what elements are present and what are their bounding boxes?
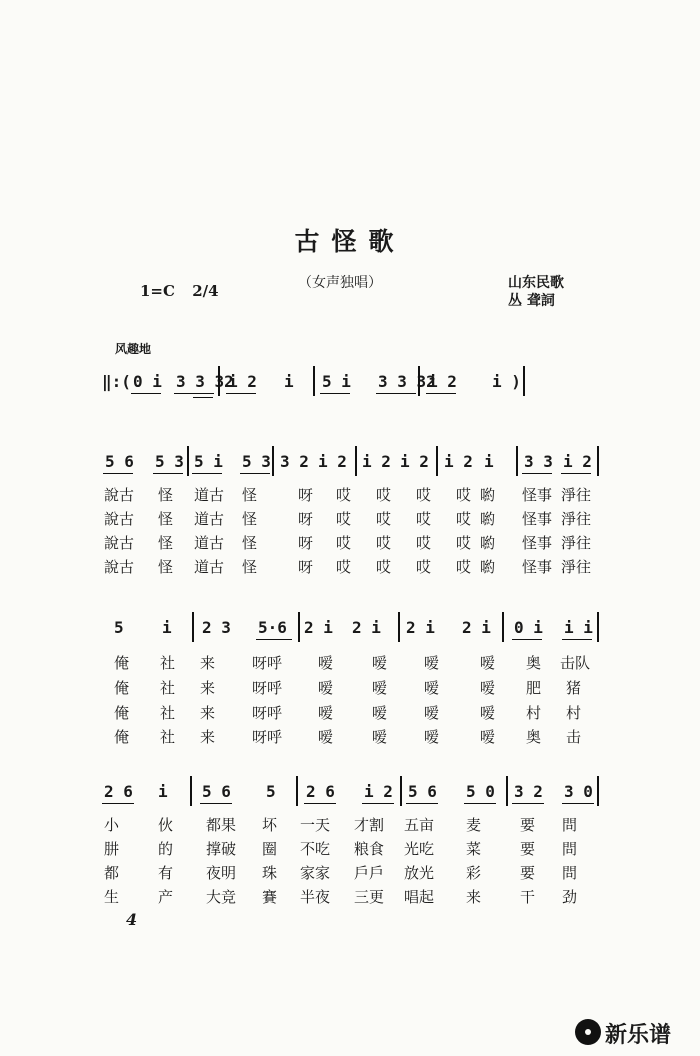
lyric: 哎 bbox=[376, 534, 392, 552]
lyric: 三更 bbox=[354, 888, 385, 906]
lyric: 哎 bbox=[456, 534, 472, 552]
lyric: 撑破 bbox=[206, 840, 237, 858]
beam bbox=[174, 393, 214, 394]
lyric: 肼 bbox=[104, 840, 120, 858]
lyric: 大竞 bbox=[206, 888, 237, 906]
lyric: 一天 bbox=[300, 816, 331, 834]
note: 5 6 bbox=[202, 782, 231, 801]
lyric: 戶戶 bbox=[354, 864, 385, 882]
lyric: 要 bbox=[520, 864, 536, 882]
lyric: 社 bbox=[160, 704, 176, 722]
lyric: 說古 bbox=[104, 486, 135, 504]
lyric: 道古 bbox=[194, 534, 225, 552]
lyric: 来 bbox=[466, 888, 482, 906]
beam bbox=[240, 473, 270, 474]
note: 5·6 bbox=[258, 618, 287, 637]
lyric: 嗳 bbox=[424, 704, 440, 722]
note: i 2 bbox=[318, 452, 347, 471]
lyric: 淨往 bbox=[561, 534, 592, 552]
note: i i bbox=[564, 618, 593, 637]
lyric: 村 bbox=[566, 704, 582, 722]
credit-lyricist: 丛 聋詞 bbox=[508, 293, 555, 309]
lyric: 夜明 bbox=[206, 864, 237, 882]
beam bbox=[464, 803, 496, 804]
lyric: 嗳 bbox=[318, 728, 334, 746]
lyric: 嗳 bbox=[372, 704, 388, 722]
lyric: 怪事 bbox=[522, 558, 553, 576]
beam bbox=[131, 393, 161, 394]
note: 2 6 bbox=[104, 782, 133, 801]
lyric: 呀呼 bbox=[252, 654, 283, 672]
lyric: 粮食 bbox=[354, 840, 385, 858]
lyric: 放光 bbox=[404, 864, 435, 882]
beam bbox=[376, 393, 416, 394]
lyric: 怪 bbox=[158, 510, 174, 528]
note: 3 0 bbox=[564, 782, 593, 801]
note: i 2 bbox=[364, 782, 393, 801]
beam bbox=[562, 803, 594, 804]
lyric: 有 bbox=[158, 864, 174, 882]
note: i 2 bbox=[362, 452, 391, 471]
barline bbox=[502, 612, 504, 642]
staff-system-2 bbox=[0, 606, 700, 646]
lyric: 嗳 bbox=[372, 654, 388, 672]
lyric: 击 bbox=[566, 728, 582, 746]
beam bbox=[192, 473, 222, 474]
lyric: 淨往 bbox=[561, 510, 592, 528]
lyric: 生 bbox=[104, 888, 120, 906]
beam bbox=[426, 393, 456, 394]
lyric: 哎 bbox=[456, 510, 472, 528]
lyric: 五亩 bbox=[404, 816, 435, 834]
note: i 2 bbox=[444, 452, 473, 471]
lyric: 俺 bbox=[114, 728, 130, 746]
lyric: 社 bbox=[160, 654, 176, 672]
barline bbox=[218, 366, 220, 396]
lyric: 哎 bbox=[456, 486, 472, 504]
note: 5 0 bbox=[466, 782, 495, 801]
page-number: 4 bbox=[126, 910, 138, 929]
lyric: 哎 bbox=[456, 558, 472, 576]
lyric: 賽 bbox=[262, 888, 278, 906]
beam bbox=[103, 473, 133, 474]
lyric: 嗳 bbox=[318, 704, 334, 722]
lyric: 奥 bbox=[526, 728, 542, 746]
barline bbox=[597, 612, 599, 642]
barline bbox=[506, 776, 508, 806]
lyric: 哎 bbox=[336, 510, 352, 528]
lyric: 嗳 bbox=[318, 654, 334, 672]
lyric: 怪 bbox=[242, 510, 258, 528]
note: i 2 bbox=[228, 372, 257, 391]
note: i 2 bbox=[563, 452, 592, 471]
note: i 2 bbox=[400, 452, 429, 471]
barline bbox=[436, 446, 438, 476]
lyric: 道古 bbox=[194, 510, 225, 528]
note: 2 i bbox=[462, 618, 491, 637]
staff-system-3 bbox=[0, 770, 700, 810]
lyric: 产 bbox=[158, 888, 174, 906]
note: i ) bbox=[492, 372, 521, 391]
lyric: 俺 bbox=[114, 654, 130, 672]
beam bbox=[512, 639, 542, 640]
lyric: 怪事 bbox=[522, 486, 553, 504]
note: i bbox=[284, 372, 294, 391]
note: i bbox=[484, 452, 494, 471]
lyric: 說古 bbox=[104, 558, 135, 576]
lyric: 問 bbox=[562, 816, 578, 834]
lyric: 都果 bbox=[206, 816, 237, 834]
lyric: 怪事 bbox=[522, 534, 553, 552]
lyric: 半夜 bbox=[300, 888, 331, 906]
lyric: 家家 bbox=[300, 864, 331, 882]
lyric: 来 bbox=[200, 704, 216, 722]
note: 2 3 bbox=[202, 618, 231, 637]
lyric: 淨往 bbox=[561, 486, 592, 504]
lyric: 呀 bbox=[298, 534, 314, 552]
lyric: 哎 bbox=[416, 510, 432, 528]
lyric: 怪 bbox=[242, 486, 258, 504]
barline bbox=[298, 612, 300, 642]
lyric: 哎 bbox=[336, 558, 352, 576]
lyric: 才割 bbox=[354, 816, 385, 834]
lyric: 怪 bbox=[242, 534, 258, 552]
lyric: 哎 bbox=[336, 534, 352, 552]
barline bbox=[313, 366, 315, 396]
note: 2 i bbox=[406, 618, 435, 637]
lyric: 哎 bbox=[376, 510, 392, 528]
lyric: 哎 bbox=[416, 534, 432, 552]
note: 3 2 bbox=[280, 452, 309, 471]
lyric: 坏 bbox=[262, 816, 278, 834]
beam bbox=[362, 803, 394, 804]
note: 5 i bbox=[322, 372, 351, 391]
beam bbox=[320, 393, 350, 394]
note: 3 3 32 bbox=[176, 372, 234, 391]
record-disc-icon bbox=[575, 1019, 601, 1045]
lyric: 珠 bbox=[262, 864, 278, 882]
lyric: 嗳 bbox=[424, 728, 440, 746]
lyric: 彩 bbox=[466, 864, 482, 882]
lyric: 怪 bbox=[158, 486, 174, 504]
barline bbox=[272, 446, 274, 476]
lyric: 奥 bbox=[526, 654, 542, 672]
lyric: 問 bbox=[562, 840, 578, 858]
note: 5 i bbox=[194, 452, 223, 471]
barline bbox=[516, 446, 518, 476]
lyric: 嗳 bbox=[424, 654, 440, 672]
barline bbox=[192, 612, 194, 642]
note: 2 6 bbox=[306, 782, 335, 801]
note: i bbox=[162, 618, 172, 637]
lyric: 来 bbox=[200, 654, 216, 672]
lyric: 嗳 bbox=[424, 679, 440, 697]
lyric: 喲 bbox=[480, 534, 496, 552]
lyric: 嗳 bbox=[480, 654, 496, 672]
lyric: 呀呼 bbox=[252, 704, 283, 722]
lyric: 呀呼 bbox=[252, 728, 283, 746]
lyric: 击队 bbox=[560, 654, 591, 672]
lyric: 喲 bbox=[480, 510, 496, 528]
lyric: 怪 bbox=[158, 534, 174, 552]
performance-note: （女声独唱） bbox=[298, 275, 382, 291]
beam bbox=[406, 803, 438, 804]
note: 0 i bbox=[514, 618, 543, 637]
beam bbox=[193, 397, 213, 398]
lyric: 劲 bbox=[562, 888, 578, 906]
lyric: 淨往 bbox=[561, 558, 592, 576]
barline bbox=[355, 446, 357, 476]
beam bbox=[522, 473, 552, 474]
beam bbox=[153, 473, 183, 474]
note: 2 i bbox=[304, 618, 333, 637]
barline bbox=[190, 776, 192, 806]
lyric: 喲 bbox=[480, 486, 496, 504]
lyric: 道古 bbox=[194, 486, 225, 504]
lyric: 嗳 bbox=[372, 728, 388, 746]
lyric: 哎 bbox=[376, 558, 392, 576]
logo-text: 新乐谱 bbox=[605, 1023, 672, 1048]
barline bbox=[523, 366, 525, 396]
beam bbox=[256, 639, 292, 640]
lyric: 怪 bbox=[242, 558, 258, 576]
lyric: 干 bbox=[520, 888, 536, 906]
lyric: 俺 bbox=[114, 679, 130, 697]
note: ‖:( bbox=[102, 372, 131, 391]
lyric: 哎 bbox=[416, 486, 432, 504]
barline bbox=[398, 612, 400, 642]
lyric: 說古 bbox=[104, 510, 135, 528]
lyric: 呀呼 bbox=[252, 679, 283, 697]
lyric: 肥 bbox=[526, 679, 542, 697]
note: 0 i bbox=[133, 372, 162, 391]
staff-system-1 bbox=[0, 440, 700, 480]
note: 5 6 bbox=[105, 452, 134, 471]
note: 2 i bbox=[352, 618, 381, 637]
time-signature: 2/4 bbox=[192, 282, 219, 300]
lyric: 呀 bbox=[298, 486, 314, 504]
lyric: 哎 bbox=[336, 486, 352, 504]
lyric: 社 bbox=[160, 728, 176, 746]
lyric: 嗳 bbox=[318, 679, 334, 697]
lyric: 問 bbox=[562, 864, 578, 882]
lyric: 圈 bbox=[262, 840, 278, 858]
lyric: 村 bbox=[526, 704, 542, 722]
barline bbox=[296, 776, 298, 806]
note: 5 3 bbox=[242, 452, 271, 471]
beam bbox=[200, 803, 232, 804]
lyric: 都 bbox=[104, 864, 120, 882]
note: i 2 bbox=[428, 372, 457, 391]
lyric: 怪 bbox=[158, 558, 174, 576]
lyric: 社 bbox=[160, 679, 176, 697]
barline bbox=[187, 446, 189, 476]
lyric: 俺 bbox=[114, 704, 130, 722]
barline bbox=[597, 776, 599, 806]
beam bbox=[226, 393, 256, 394]
tempo-marking: 风趣地 bbox=[115, 342, 152, 356]
lyric: 的 bbox=[158, 840, 174, 858]
note: 5 3 bbox=[155, 452, 184, 471]
lyric: 不吃 bbox=[300, 840, 331, 858]
note: 5 6 bbox=[408, 782, 437, 801]
lyric: 来 bbox=[200, 679, 216, 697]
lyric: 嗳 bbox=[480, 728, 496, 746]
lyric: 猪 bbox=[566, 679, 582, 697]
key-signature: 1=C bbox=[140, 282, 175, 300]
lyric: 喲 bbox=[480, 558, 496, 576]
lyric: 伙 bbox=[158, 816, 174, 834]
note: 3 3 32 bbox=[378, 372, 436, 391]
beam bbox=[561, 473, 591, 474]
lyric: 道古 bbox=[194, 558, 225, 576]
lyric: 呀 bbox=[298, 510, 314, 528]
lyric: 嗳 bbox=[372, 679, 388, 697]
lyric: 唱起 bbox=[404, 888, 435, 906]
intro-staff bbox=[0, 360, 700, 400]
note: i bbox=[158, 782, 168, 801]
note: 5 bbox=[114, 618, 124, 637]
beam bbox=[304, 803, 336, 804]
beam bbox=[512, 803, 544, 804]
lyric: 哎 bbox=[416, 558, 432, 576]
note: 3 2 bbox=[514, 782, 543, 801]
lyric: 怪事 bbox=[522, 510, 553, 528]
lyric: 要 bbox=[520, 840, 536, 858]
note: 3 3 bbox=[524, 452, 553, 471]
note: 5 bbox=[266, 782, 276, 801]
lyric: 要 bbox=[520, 816, 536, 834]
lyric: 嗳 bbox=[480, 704, 496, 722]
song-title: 古怪歌 bbox=[294, 227, 406, 256]
lyric: 哎 bbox=[376, 486, 392, 504]
beam bbox=[102, 803, 134, 804]
lyric: 說古 bbox=[104, 534, 135, 552]
key-time-signature bbox=[140, 282, 219, 300]
lyric: 呀 bbox=[298, 558, 314, 576]
beam bbox=[562, 639, 592, 640]
barline bbox=[400, 776, 402, 806]
lyric: 菜 bbox=[466, 840, 482, 858]
credit-genre: 山东民歌 bbox=[508, 275, 564, 291]
lyric: 麦 bbox=[466, 816, 482, 834]
barline bbox=[418, 366, 420, 396]
lyric: 小 bbox=[104, 816, 120, 834]
lyric: 光吃 bbox=[404, 840, 435, 858]
lyric: 来 bbox=[200, 728, 216, 746]
barline bbox=[597, 446, 599, 476]
lyric: 嗳 bbox=[480, 679, 496, 697]
